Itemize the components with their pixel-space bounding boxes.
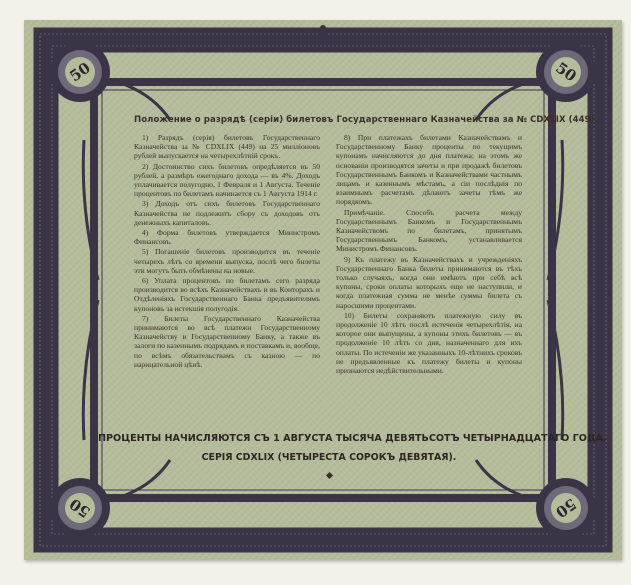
- left-column: [134, 133, 320, 370]
- clause-9: 9) Къ платежу въ Казначействахъ и учрежденіяхъ Государственнаго Банка билеты принимаются въ тѣхъ только случаяхъ, когда они имѣютъ при себѣ всѣ купоны, сроки оплаты которыхъ еще не наступили, и когда платежная сумма не менѣе суммы билета съ наросшими процентами.: [336, 254, 522, 310]
- clause-1: 1) Разрядъ (серія) билетовъ Государственнаго Казначейства за № CDXLIX (449) на 25 милліоновъ рублей выпускается на четырехлѣтній срокъ.: [134, 133, 320, 161]
- clause-4: 4) Форма билетовъ утверждается Министромъ Финансовъ.: [134, 228, 320, 247]
- denomination-bottom-left: 50: [66, 494, 94, 522]
- right-column: [336, 133, 522, 376]
- clause-3: 3) Доходъ отъ сихъ билетовъ Государственнаго Казначейства не подлежитъ сбору съ доходовъ отъ денежныхъ капиталовъ.: [134, 199, 320, 227]
- clause-10: 10) Билеты сохраняютъ платежную силу въ продолженіе 10 лѣтъ послѣ истеченія четырехлѣтія, на которое они выпущены, а купоны этихъ билетовъ — въ продолженіе 10 лѣтъ со дня, назначеннаго для ихъ оплаты. По истеченіи же указанныхъ 10-лѣтнихъ сроковъ не предъявленные къ платежу билеты и купоны признаются недѣйствительными.: [336, 310, 522, 376]
- denomination-top-left: 50: [66, 58, 94, 86]
- document-heading: Положение о разрядѣ (серіи) билетовъ Государственнаго Казначейства за № CDXLIX (449).: [134, 115, 599, 125]
- footer-diamond-ornament: [326, 472, 333, 479]
- clause-6: 6) Уплата процентовъ по билетамъ сего разряда производится во всѣхъ Казначействахъ и въ Конторахъ и Отдѣленіяхъ Государственнаго Банка предъявителямъ купоновъ за истекшія полугодія.: [134, 276, 320, 313]
- series-statement: СЕРІЯ CDXLIX (ЧЕТЫРЕСТА СОРОКЪ ДЕВЯТАЯ).: [201, 452, 457, 463]
- text-area: [98, 115, 607, 495]
- interest-start-statement: ПРОЦЕНТЫ НАЧИСЛЯЮТСЯ СЪ 1 АВГУСТА ТЫСЯЧА ДЕВЯТЬСОТЪ ЧЕТЫРНАДЦАТАГО ГОДА.: [98, 433, 607, 444]
- denomination-top-right: 50: [552, 58, 580, 86]
- denomination-bottom-right: 50: [552, 494, 580, 522]
- banknote-back: [24, 20, 622, 560]
- clause-7: 7) Билеты Государственнаго Казначейства принимаются во всѣ платежи Государственному Казначейству и Государственному Банку, а также въ залоги по казеннымъ подрядамъ и поставкамъ и, вообще, по всѣмъ обязательствамъ съ казною — по нарицательной цѣнѣ.: [134, 313, 320, 369]
- clause-2: 2) Достоинство сихъ билетовъ опредѣляется въ 50 рублей, а размѣръ ежегоднаго дохода — въ 4%. Доходъ уплачивается полугодно, 1 Февраля и 1 Августа. Теченіе процентовъ по билетамъ начинается съ 1 Августа 1914 г.: [134, 161, 320, 199]
- remark: Примѣчаніе. Способъ расчета между Государственнымъ Банкомъ и Государственнымъ Казначействомъ по билетамъ, принятымъ Государственнымъ Банкомъ, устанавливается Министромъ Финансовъ.: [336, 207, 522, 254]
- clause-8: 8) При платежахъ билетами Казначействамъ и Государственному Банку проценты по текущимъ купонамъ начисляются до дня платежа; на этомъ же основаніи производятся зачеты и при продажѣ билетовъ Государственнымъ Банкомъ и Казначействами частнымъ лицамъ и казеннымъ мѣстамъ, а сіи послѣднія по взаимнымъ расчетамъ дѣлаютъ зачеты тѣмъ же порядкомъ.: [336, 133, 522, 207]
- clause-5: 5) Погашеніе билетовъ производится въ теченіе четырехъ лѣтъ со времени выпуска, послѣ чего билеты эти могутъ быть обмѣнены на новые.: [134, 247, 320, 275]
